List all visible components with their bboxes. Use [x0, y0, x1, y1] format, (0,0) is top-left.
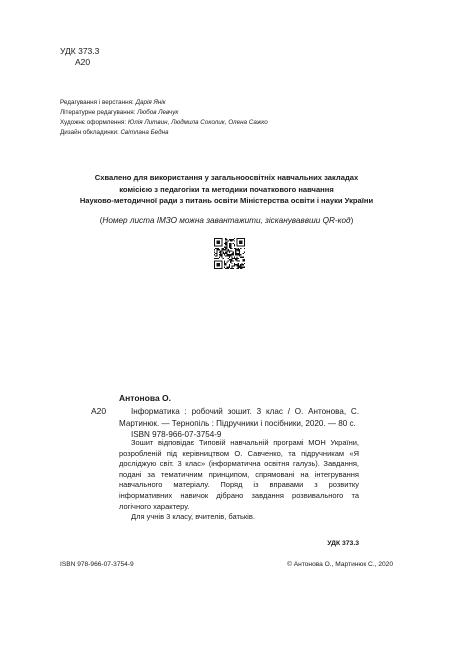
credit-value: Дарія Янік — [135, 99, 166, 106]
biblio-title: Інформатика : робочий зошит. 3 клас / О. Антонова, С. Мартинюк. — Тернопіль : Підручники і посібники, 2020. — 80 с. — [119, 407, 359, 428]
credit-label: Художнє оформлення: — [60, 119, 127, 126]
credit-line — [60, 108, 268, 118]
udk-header — [60, 46, 99, 68]
qr-note — [0, 216, 453, 225]
copyright-footer: © Антонова О., Мартинюк С., 2020 — [287, 561, 393, 568]
approval-line: комісією з педагогіки та методики початкового навчання — [119, 184, 334, 194]
credit-line — [60, 118, 268, 128]
approval-line: Схвалено для використання у загальноосвітніх навчальних закладах — [94, 173, 359, 182]
credit-label: Дизайн обкладинки: — [60, 129, 119, 136]
note-close-paren: ) — [350, 216, 354, 225]
udk-footer-code: УДК 373.3 — [327, 540, 359, 547]
credits-block — [60, 98, 268, 138]
book-description — [119, 438, 359, 523]
approval-line: Науково-методичної ради з питань освіти Міністерства освіти і науки України — [79, 196, 374, 205]
credit-line — [60, 98, 268, 108]
credit-value: Юлія Литвин, Людмила Соколик, Олена Сажко — [127, 119, 268, 126]
credit-label: Редагування і верстання: — [60, 99, 134, 106]
description-paragraph: Зошит відповідає Типовій навчальній програмі МОН України, розробленій під керівництвом О. Савченко, та підручникам «Я досліджую світ. 3 клас» (інформатична освітня галузь). Завдання, подані за тематичним принципом, спрямовані на інтегрування навчального матеріалу. Поряд із вправами з розвитку інформативних навичок дібрано завдання розвивального та логічного характеру. — [119, 438, 359, 511]
credit-line — [60, 128, 268, 138]
biblio-isbn: ISBN 978-966-07-3754-9 — [131, 430, 222, 439]
credit-value: Світлана Бедна — [120, 129, 169, 136]
note-open-paren: ( — [99, 216, 103, 225]
description-audience: Для учнів 3 класу, вчителів, батьків. — [131, 512, 255, 522]
credit-value: Любов Левчук — [137, 109, 179, 116]
approval-statement — [0, 172, 453, 207]
credit-label: Літературне редагування: — [60, 109, 136, 116]
udk-code: УДК 373.3 — [60, 46, 100, 56]
catalog-index: А20 — [91, 406, 107, 416]
note-text: Номер листа ІМЗО можна завантажити, зіскануваввши QR-код — [102, 216, 351, 225]
isbn-footer: ISBN 978-966-07-3754-9 — [60, 561, 134, 568]
author-name: Антонова О. — [119, 393, 172, 403]
bibliographic-record — [119, 406, 359, 441]
qr-code-icon[interactable] — [214, 238, 245, 269]
library-index: А20 — [75, 57, 91, 67]
